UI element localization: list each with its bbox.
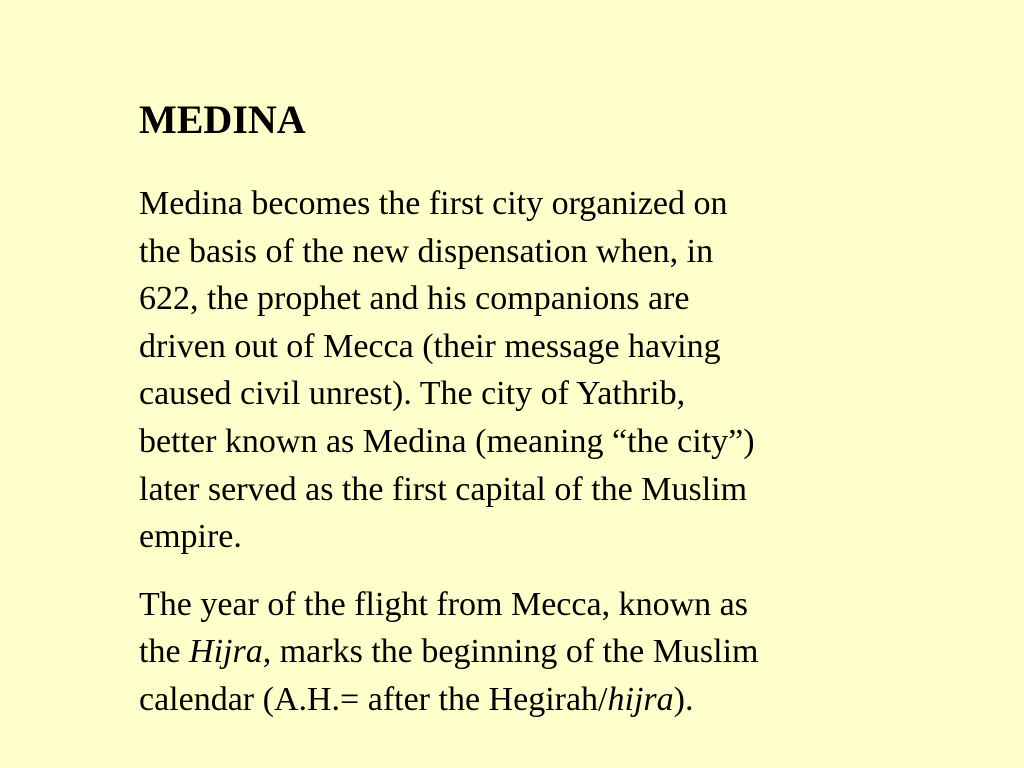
paragraph-hijra: [139, 581, 899, 724]
paragraph-line: 622, the prophet and his companions are: [139, 280, 690, 318]
text-run: marks the beginning of the Muslim: [271, 633, 759, 671]
paragraph-line: [139, 676, 899, 724]
paragraph-line: The year of the flight from Mecca, known as: [139, 585, 748, 623]
slide-body: [139, 180, 899, 724]
paragraph-line: the basis of the new dispensation when, in: [139, 232, 714, 270]
paragraph-medina-history: [139, 180, 899, 561]
text-run: ).: [673, 680, 694, 718]
paragraph-line: better known as Medina (meaning “the city”): [139, 422, 755, 460]
text-run: calendar (A.H.= after the Hegirah/: [139, 680, 608, 718]
paragraph-line: Medina becomes the first city organized on: [139, 185, 728, 222]
paragraph-line: empire.: [139, 518, 242, 556]
paragraph-line: caused civil unrest). The city of Yathrib,: [139, 375, 686, 413]
slide-title: MEDINA: [139, 97, 306, 142]
paragraph-line: later served as the first capital of the Muslim: [139, 470, 748, 508]
hijra-italic-term: Hijra,: [189, 633, 272, 671]
paragraph-line: [139, 628, 899, 676]
text-run: the: [139, 633, 190, 671]
hijra-italic-term: hijra: [607, 680, 674, 718]
paragraph-line: driven out of Mecca (their message having: [139, 327, 721, 365]
